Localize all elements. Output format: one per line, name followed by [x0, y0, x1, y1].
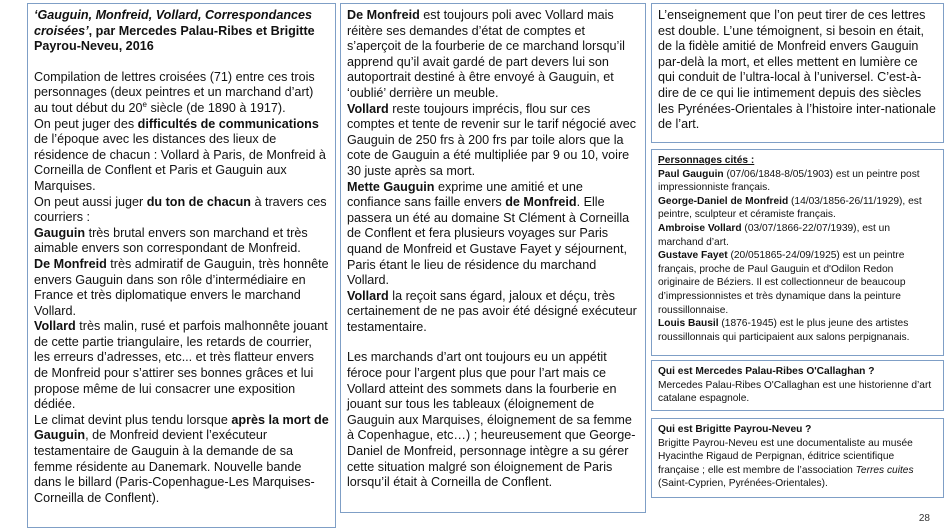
- character-entry: Louis Bausil (1876-1945) est le plus jeune des artistes roussillonnais qui participaient aux salons perpignanais.: [658, 318, 910, 343]
- intro-paragraph: Compilation de lettres croisées (71) entre ces trois personnages (deux peintres et un marchand d’art) au tout début du 20e siècle (de 1890 à 1917).: [34, 69, 315, 115]
- climate-paragraph: Le climat devint plus tendu lorsque après la mort de Gauguin, de Monfreid devient l’exécuteur testamentaire de Gauguin à la demande de sa femme résidente au Danemark. Nouvelle bande dans le billard (Paris-Copenhague-Les Marquises-Corneilla de Conflent).: [34, 412, 329, 505]
- analysis-column: [340, 3, 646, 513]
- monfreid-vollard-paragraph: De Monfreid est toujours poli avec Vollard mais réitère ses demandes d’état de comptes et s’aperçoit de la fourberie de ce marchand lorsqu’il apprend qu’il avait gardé de part devers lui son autoportrait destiné à être envoyé à Gauguin, et ‘oublié’ derrière un meuble.: [347, 8, 625, 100]
- book-title: ‘Gauguin, Monfreid, Vollard, Correspondances croisées’, par Mercedes Palau-Ribes et Brigitte Payrou-Neveu, 2016: [34, 8, 315, 54]
- author1-heading: Qui est Mercedes Palau-Ribes O'Callaghan ?: [658, 366, 875, 377]
- author1-box: [651, 360, 944, 411]
- character-entry: Paul Gauguin (07/06/1848-8/05/1903) est un peintre post impressionniste français.: [658, 168, 920, 194]
- character-entry: Gustave Fayet (20/051865-24/09/1925) est un peintre français, proche de Paul Gauguin et d'Odilon Redon originaire de Béziers. Il est collectionneur de beaucoup d’impressionnistes et très dynamique dans la peinture roussillonnaise.: [658, 250, 906, 316]
- communications-paragraph: On peut juger des difficultés de communications de l’époque avec les distances des lieux de résidence de chacun : Vollard à Paris, de Monfreid à Corneilla de Conflent et Paris et Gauguin aux Marquises.: [34, 116, 326, 193]
- character-entry: George-Daniel de Monfreid (14/03/1856-26/11/1929), est peintre, sculpteur et céramiste français.: [658, 195, 922, 221]
- review-column: [27, 3, 336, 528]
- vollard-paragraph: Vollard très malin, rusé et parfois malhonnête jouant de cette partie triangulaire, les retards de courrier, les erreurs d’adresses, etc... et très flatteur envers de Monfreid pour s’attirer ses bonnes grâces et lui propose même de lui consacrer une exposition dédiée.: [34, 319, 328, 412]
- tone-paragraph: On peut aussi juger du ton de chacun à travers ces courriers :: [34, 194, 327, 225]
- characters-heading: Personnages cités :: [658, 155, 755, 166]
- vollard-reception-paragraph: Vollard la reçoit sans égard, jaloux et déçu, très certainement de ne pas avoir été désigné exécuteur testamentaire.: [347, 288, 637, 334]
- conclusion-text: L’enseignement que l’on peut tirer de ces lettres est double. L’une témoignent, si besoin en était, de la fidèle amitié de Monfreid envers Gauguin par-delà la mort, et elles mettent en lumière ce qui conduit de l’ultra-local à l’universel. C’est-à-dire de ce qui lie intimement depuis des siècles les Pyrénées-Orientales à l’histoire inter-nationale de l’art.: [658, 8, 936, 132]
- character-entry: Ambroise Vollard (03/07/1866-22/07/1939), est un marchand d’art.: [658, 222, 890, 248]
- monfreid-paragraph: De Monfreid très admiratif de Gauguin, très honnête envers Gauguin dans son rôle d’intermédiaire en France et très diplomatique envers le marchand Vollard.: [34, 256, 329, 318]
- vollard-accounts-paragraph: Vollard reste toujours imprécis, flou sur ces comptes et tente de revenir sur le tarif négocié avec Gauguin de 250 frs à 200 frs par toile alors que la cote de Gauguin a été multipliée par 9 ou 10, voire 30 juste après sa mort.: [347, 101, 637, 178]
- conclusion-box: [651, 3, 944, 143]
- mette-paragraph: Mette Gauguin exprime une amitié et une confiance sans faille envers de Monfreid. Elle passera un été au domaine St Clément à Corneilla de Conflent et fera plusieurs voyages sur Paris quand de Monfreid et Gustave Fayet y séjournent, Paris étant le lieu de résidence du marchand Vollard.: [347, 179, 630, 288]
- characters-box: [651, 149, 944, 356]
- author1-text: Mercedes Palau-Ribes O'Callaghan est une historienne d’art catalane espagnole.: [658, 379, 932, 405]
- author2-text: Brigitte Payrou-Neveu est une documentaliste au musée Hyacinthe Rigaud de Perpignan, éditrice scientifique française ; elle est membre de l’association Terres cuites (Saint-Cyprien, Pyrénées-Orientales).: [658, 437, 914, 490]
- author2-heading: Qui est Brigitte Payrou-Neveu ?: [658, 424, 812, 435]
- gauguin-paragraph: Gauguin très brutal envers son marchand et très aimable envers son correspondant de Monfreid.: [34, 225, 308, 256]
- author2-box: [651, 418, 944, 498]
- dealers-paragraph: Les marchands d’art ont toujours eu un appétit féroce pour l’argent plus que pour l’art mais ce Vollard atteint des sommets dans la fourberie en jouant sur tous les tableaux (éloignement de Gauguin aux Marquises, éloignement de sa femme à Copenhague, etc…) ; heureusement que George-Daniel de Monfreid, personnage intègre a su gérer cette situation malgré son éloignement de Paris lorsqu’il était à Corneilla de Conflent.: [347, 350, 636, 490]
- page-number: 28: [918, 513, 930, 524]
